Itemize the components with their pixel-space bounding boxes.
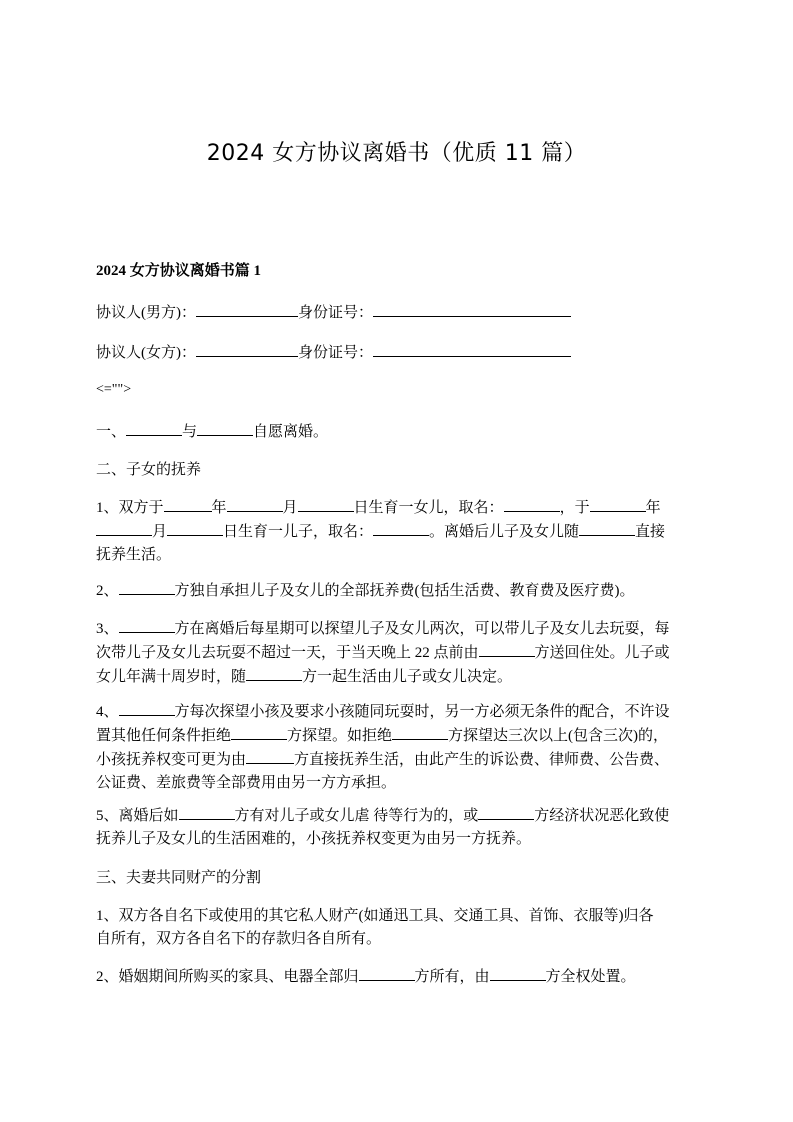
blank	[478, 804, 534, 820]
blank	[479, 641, 535, 657]
party-female-id-label: 身份证号：	[298, 345, 374, 361]
text: 方有对儿子或女儿虐 待等行为的，或	[234, 808, 479, 824]
party-male-id-blank	[373, 301, 571, 317]
paragraph-line: 自所有，双方各自名下的存款归各自所有。	[96, 931, 382, 947]
text: 日生育一女儿，取名：	[353, 500, 504, 516]
paragraph-3	[96, 617, 706, 689]
section-title: 2024 女方协议离婚书篇 1	[96, 263, 262, 279]
paragraph-line	[96, 700, 706, 724]
clause-1-mid: 与	[182, 424, 198, 440]
text: 4、	[96, 704, 119, 720]
paragraph-line	[96, 617, 706, 641]
party-female-row	[96, 341, 706, 365]
paragraph-line: 1、双方各自名下或使用的其它私人财产(如通迅工具、交通工具、首饰、衣服等)归各	[96, 908, 654, 924]
blank	[504, 496, 560, 512]
paragraph-line	[96, 724, 706, 748]
text: 方独自承担儿子及女儿的全部抚养费(包括生活费、教育费及医疗费)。	[174, 583, 635, 599]
blank	[197, 420, 253, 436]
text: 方送回住处。儿子或	[534, 645, 670, 661]
text: 直接	[635, 524, 666, 540]
paragraph-line: 公证费、差旅费等全部费用由另一方方承担。	[96, 775, 397, 791]
text: 1、双方于	[96, 500, 164, 516]
party-male-label: 协议人(男方)：	[96, 305, 196, 321]
text: 方探望达三次以上(包含三次)的，	[448, 728, 669, 744]
text: 小孩抚养权变可更为由	[96, 752, 247, 768]
blank	[119, 579, 175, 595]
text: 方全权处置。	[545, 969, 636, 985]
party-female-name-blank	[196, 341, 298, 357]
blank	[126, 420, 182, 436]
clause-1-suffix: 自愿离婚。	[253, 424, 329, 440]
document-title: 2024 女方协议离婚书（优质 11 篇）	[206, 141, 587, 166]
paragraph-line	[96, 496, 706, 520]
blank	[298, 496, 354, 512]
blank	[179, 804, 235, 820]
blank	[227, 496, 283, 512]
text: 月	[152, 524, 168, 540]
party-female-label: 协议人(女方)：	[96, 345, 196, 361]
party-female-id-blank	[373, 341, 571, 357]
text: 日生育一儿子，取名：	[223, 524, 374, 540]
text: 方直接抚养生活，由此产生的诉讼费、律师费、公告费、	[294, 752, 670, 768]
paragraph-line	[96, 665, 706, 689]
blank	[392, 724, 448, 740]
paragraph-line	[96, 748, 706, 772]
paragraph-line: 抚养儿子及女儿的生活困难的，小孩抚养权变更为由另一方抚养。	[96, 831, 532, 847]
blank	[231, 724, 287, 740]
blank	[96, 520, 152, 536]
heading-property-division: 三、夫妻共同财产的分割	[96, 870, 262, 886]
clause-1	[96, 420, 706, 444]
text: 方每次探望小孩及要求小孩随同玩耍时，另一方必须无条件的配合，不许设	[174, 704, 670, 720]
property-paragraph-2	[96, 965, 706, 989]
text: 女儿年满十周岁时，随	[96, 669, 247, 685]
marker-text: <="">	[96, 382, 132, 397]
text: 方一起生活由儿子或女儿决定。	[302, 669, 513, 685]
text: 2、	[96, 583, 119, 599]
paragraph-5	[96, 804, 706, 851]
clause-1-prefix: 一、	[96, 424, 127, 440]
blank	[359, 965, 415, 981]
blank	[246, 665, 302, 681]
paragraph-4	[96, 700, 706, 795]
party-male-id-label: 身份证号：	[298, 305, 374, 321]
text: ，于	[559, 500, 590, 516]
paragraph-1	[96, 496, 706, 567]
paragraph-line	[96, 641, 706, 665]
text: 月	[282, 500, 298, 516]
paragraph-line	[96, 520, 706, 544]
blank	[164, 496, 212, 512]
blank	[119, 700, 175, 716]
blank	[246, 748, 294, 764]
blank	[119, 617, 175, 633]
text: 方探望。如拒绝	[287, 728, 393, 744]
paragraph-line	[96, 804, 706, 828]
text: 2、婚姻期间所购买的家具、电器全部归	[96, 969, 359, 985]
heading-child-support: 二、子女的抚养	[96, 462, 202, 478]
text: 方经济状况恶化致使	[534, 808, 670, 824]
party-male-name-blank	[196, 301, 298, 317]
text: 3、	[96, 621, 119, 637]
text: 次带儿子及女儿去玩耍不超过一天，于当天晚上 22 点前由	[96, 645, 479, 661]
text: 年	[645, 500, 661, 516]
blank	[490, 965, 546, 981]
paragraph-2	[96, 579, 706, 603]
text: 年	[211, 500, 227, 516]
text: 置其他任何条件拒绝	[96, 728, 232, 744]
party-male-row	[96, 301, 706, 325]
paragraph-line: 抚养生活。	[96, 547, 172, 563]
blank	[579, 520, 635, 536]
blank	[167, 520, 223, 536]
blank	[590, 496, 646, 512]
text: 方在离婚后每星期可以探望儿子及女儿两次，可以带儿子及女儿去玩耍，每	[174, 621, 670, 637]
text: 方所有，由	[414, 969, 490, 985]
text: 。离婚后儿子及女儿随	[429, 524, 580, 540]
text: 5、离婚后如	[96, 808, 179, 824]
blank	[373, 520, 429, 536]
property-paragraph-1	[96, 905, 706, 951]
